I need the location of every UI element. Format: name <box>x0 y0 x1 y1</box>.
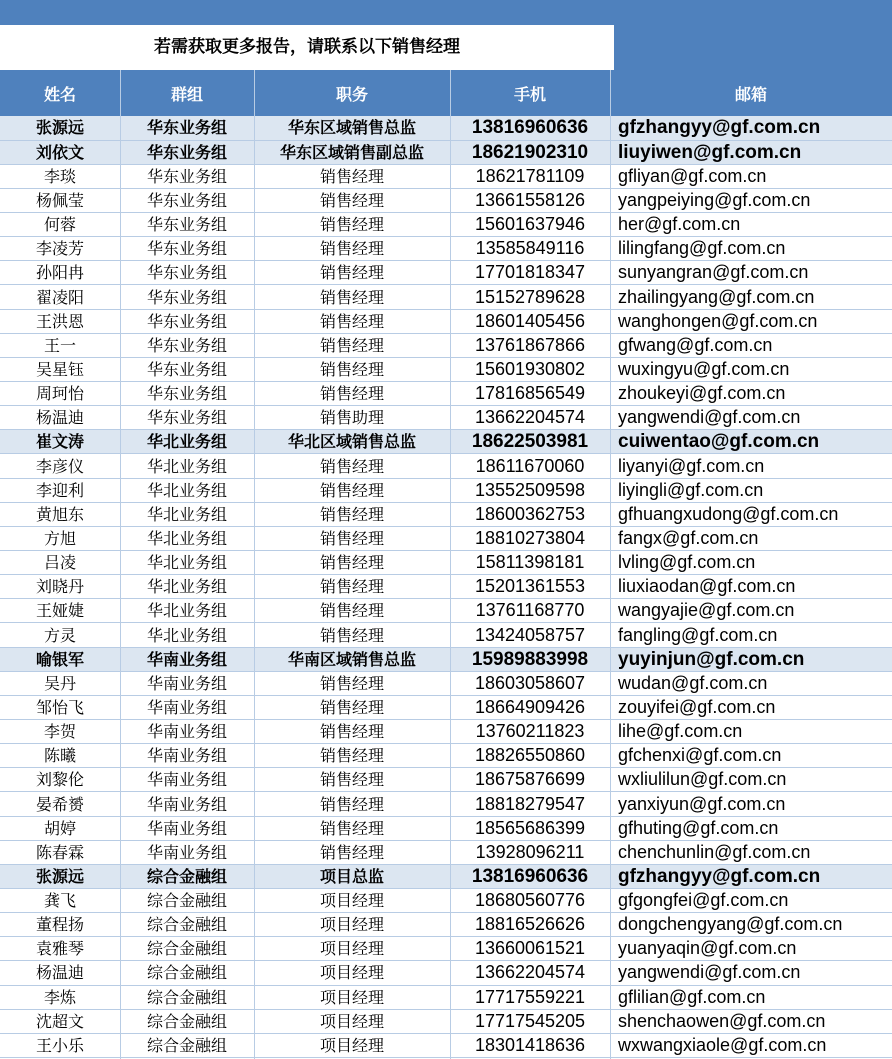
table-row <box>0 816 892 840</box>
cell-phone: 13552509598 <box>450 478 610 502</box>
column-divider <box>450 70 451 1059</box>
table-row <box>0 454 892 478</box>
cell-name: 邹怡飞 <box>0 695 120 719</box>
cell-phone: 18675876699 <box>450 768 610 792</box>
cell-phone: 15601637946 <box>450 213 610 237</box>
cell-name: 李凌芳 <box>0 237 120 261</box>
cell-title: 项目经理 <box>254 961 450 985</box>
cell-name: 杨温迪 <box>0 961 120 985</box>
cell-title: 项目总监 <box>254 864 450 888</box>
cell-phone: 15201361553 <box>450 575 610 599</box>
table-row <box>0 913 892 937</box>
cell-name: 何蓉 <box>0 213 120 237</box>
cell-group: 华北业务组 <box>120 430 254 454</box>
cell-email: fangling@gf.com.cn <box>610 623 892 647</box>
table-row <box>0 889 892 913</box>
cell-group: 华东业务组 <box>120 333 254 357</box>
cell-name: 黄旭东 <box>0 502 120 526</box>
cell-email: yangpeiying@gf.com.cn <box>610 188 892 212</box>
cell-name: 周珂怡 <box>0 382 120 406</box>
cell-group: 综合金融组 <box>120 961 254 985</box>
cell-title: 销售经理 <box>254 599 450 623</box>
cell-title: 销售助理 <box>254 406 450 430</box>
cell-email: gflilian@gf.com.cn <box>610 985 892 1009</box>
cell-name: 刘黎伦 <box>0 768 120 792</box>
cell-group: 华北业务组 <box>120 526 254 550</box>
cell-phone: 18664909426 <box>450 695 610 719</box>
cell-phone: 13816960636 <box>450 864 610 888</box>
table-row <box>0 309 892 333</box>
cell-phone: 17717559221 <box>450 985 610 1009</box>
cell-name: 王洪恩 <box>0 309 120 333</box>
cell-group: 华东业务组 <box>120 213 254 237</box>
cell-email: gfgongfei@gf.com.cn <box>610 889 892 913</box>
table-row <box>0 575 892 599</box>
cell-name: 陈春霖 <box>0 840 120 864</box>
cell-title: 销售经理 <box>254 357 450 381</box>
cell-email: wangyajie@gf.com.cn <box>610 599 892 623</box>
cell-group: 华南业务组 <box>120 720 254 744</box>
table-row <box>0 164 892 188</box>
cell-name: 杨温迪 <box>0 406 120 430</box>
cell-title: 项目经理 <box>254 913 450 937</box>
table-row <box>0 430 892 454</box>
cell-phone: 18826550860 <box>450 744 610 768</box>
cell-title: 销售经理 <box>254 164 450 188</box>
cell-group: 综合金融组 <box>120 1009 254 1033</box>
cell-group: 华南业务组 <box>120 792 254 816</box>
cell-email: lvling@gf.com.cn <box>610 551 892 575</box>
cell-title: 销售经理 <box>254 768 450 792</box>
cell-phone: 17701818347 <box>450 261 610 285</box>
table-row <box>0 188 892 212</box>
cell-group: 华北业务组 <box>120 502 254 526</box>
cell-email: shenchaowen@gf.com.cn <box>610 1009 892 1033</box>
table-row <box>0 116 892 140</box>
cell-name: 刘依文 <box>0 140 120 164</box>
cell-email: wanghongen@gf.com.cn <box>610 309 892 333</box>
table-row <box>0 333 892 357</box>
cell-email: fangx@gf.com.cn <box>610 526 892 550</box>
cell-group: 华东业务组 <box>120 164 254 188</box>
cell-name: 李迎利 <box>0 478 120 502</box>
cell-phone: 18301418636 <box>450 1033 610 1057</box>
table-row <box>0 864 892 888</box>
cell-email: cuiwentao@gf.com.cn <box>610 430 892 454</box>
cell-title: 销售经理 <box>254 623 450 647</box>
cell-email: gfhuangxudong@gf.com.cn <box>610 502 892 526</box>
cell-email: yuyinjun@gf.com.cn <box>610 647 892 671</box>
cell-name: 吴星钰 <box>0 357 120 381</box>
cell-title: 华东区域销售副总监 <box>254 140 450 164</box>
cell-phone: 13816960636 <box>450 116 610 140</box>
cell-phone: 18601405456 <box>450 309 610 333</box>
cell-email: yanxiyun@gf.com.cn <box>610 792 892 816</box>
cell-email: liyingli@gf.com.cn <box>610 478 892 502</box>
table-row <box>0 140 892 164</box>
cell-group: 综合金融组 <box>120 937 254 961</box>
cell-group: 华北业务组 <box>120 575 254 599</box>
cell-name: 李琰 <box>0 164 120 188</box>
cell-phone: 13928096211 <box>450 840 610 864</box>
cell-phone: 18621781109 <box>450 164 610 188</box>
cell-title: 项目经理 <box>254 1009 450 1033</box>
cell-group: 华北业务组 <box>120 478 254 502</box>
cell-title: 销售经理 <box>254 454 450 478</box>
cell-title: 销售经理 <box>254 478 450 502</box>
cell-name: 张源远 <box>0 864 120 888</box>
column-header-title[interactable]: 职务 <box>335 84 368 104</box>
table-row <box>0 599 892 623</box>
cell-email: wudan@gf.com.cn <box>610 671 892 695</box>
cell-group: 华东业务组 <box>120 140 254 164</box>
cell-title: 销售经理 <box>254 551 450 575</box>
table-row <box>0 237 892 261</box>
cell-phone: 18603058607 <box>450 671 610 695</box>
cell-phone: 18622503981 <box>450 430 610 454</box>
cell-email: wxliulilun@gf.com.cn <box>610 768 892 792</box>
cell-title: 销售经理 <box>254 309 450 333</box>
cell-name: 陈曦 <box>0 744 120 768</box>
cell-title: 销售经理 <box>254 671 450 695</box>
cell-phone: 15811398181 <box>450 551 610 575</box>
cell-email: liyanyi@gf.com.cn <box>610 454 892 478</box>
cell-email: wuxingyu@gf.com.cn <box>610 357 892 381</box>
column-header-phone[interactable]: 手机 <box>513 84 546 104</box>
table-row <box>0 382 892 406</box>
cell-email: wxwangxiaole@gf.com.cn <box>610 1033 892 1057</box>
cell-title: 销售经理 <box>254 285 450 309</box>
table-row <box>0 985 892 1009</box>
cell-phone: 18565686399 <box>450 816 610 840</box>
cell-name: 袁雅琴 <box>0 937 120 961</box>
cell-name: 方灵 <box>0 623 120 647</box>
cell-name: 王小乐 <box>0 1033 120 1057</box>
cell-group: 华北业务组 <box>120 623 254 647</box>
column-divider <box>610 70 611 1059</box>
cell-name: 孙阳冉 <box>0 261 120 285</box>
cell-title: 销售经理 <box>254 526 450 550</box>
cell-title: 销售经理 <box>254 575 450 599</box>
cell-email: lihe@gf.com.cn <box>610 720 892 744</box>
table-row <box>0 526 892 550</box>
cell-title: 华东区域销售总监 <box>254 116 450 140</box>
cell-phone: 13424058757 <box>450 623 610 647</box>
cell-group: 综合金融组 <box>120 889 254 913</box>
table-row <box>0 502 892 526</box>
cell-title: 项目经理 <box>254 985 450 1009</box>
cell-group: 华北业务组 <box>120 599 254 623</box>
cell-email: yangwendi@gf.com.cn <box>610 406 892 430</box>
cell-group: 综合金融组 <box>120 864 254 888</box>
cell-group: 华东业务组 <box>120 188 254 212</box>
cell-title: 销售经理 <box>254 816 450 840</box>
cell-group: 华南业务组 <box>120 768 254 792</box>
cell-title: 销售经理 <box>254 261 450 285</box>
cell-phone: 18621902310 <box>450 140 610 164</box>
cell-email: gfzhangyy@gf.com.cn <box>610 864 892 888</box>
cell-phone: 15601930802 <box>450 357 610 381</box>
cell-group: 华东业务组 <box>120 116 254 140</box>
table-row <box>0 1009 892 1033</box>
table-row <box>0 720 892 744</box>
cell-group: 华东业务组 <box>120 406 254 430</box>
cell-name: 方旭 <box>0 526 120 550</box>
cell-name: 吕凌 <box>0 551 120 575</box>
cell-email: zhailingyang@gf.com.cn <box>610 285 892 309</box>
cell-email: gfwang@gf.com.cn <box>610 333 892 357</box>
cell-email: lilingfang@gf.com.cn <box>610 237 892 261</box>
cell-phone: 18816526626 <box>450 913 610 937</box>
table-row <box>0 647 892 671</box>
cell-phone: 13662204574 <box>450 406 610 430</box>
cell-group: 华东业务组 <box>120 309 254 333</box>
cell-name: 张源远 <box>0 116 120 140</box>
cell-name: 董程扬 <box>0 913 120 937</box>
cell-email: sunyangran@gf.com.cn <box>610 261 892 285</box>
cell-name: 晏希赟 <box>0 792 120 816</box>
cell-title: 销售经理 <box>254 744 450 768</box>
cell-name: 李彦仪 <box>0 454 120 478</box>
cell-name: 吴丹 <box>0 671 120 695</box>
table-row <box>0 744 892 768</box>
table-row <box>0 961 892 985</box>
page-title: 若需获取更多报告，请联系以下销售经理 <box>154 37 460 57</box>
cell-email: gfzhangyy@gf.com.cn <box>610 116 892 140</box>
cell-title: 项目经理 <box>254 889 450 913</box>
cell-title: 销售经理 <box>254 237 450 261</box>
cell-group: 综合金融组 <box>120 985 254 1009</box>
cell-title: 华北区域销售总监 <box>254 430 450 454</box>
cell-email: dongchengyang@gf.com.cn <box>610 913 892 937</box>
cell-title: 销售经理 <box>254 213 450 237</box>
cell-group: 华东业务组 <box>120 357 254 381</box>
cell-title: 销售经理 <box>254 840 450 864</box>
cell-email: yuanyaqin@gf.com.cn <box>610 937 892 961</box>
column-header-row <box>0 70 892 116</box>
cell-phone: 13760211823 <box>450 720 610 744</box>
cell-name: 胡婷 <box>0 816 120 840</box>
cell-email: liuxiaodan@gf.com.cn <box>610 575 892 599</box>
cell-title: 销售经理 <box>254 188 450 212</box>
cell-group: 华东业务组 <box>120 237 254 261</box>
cell-name: 龚飞 <box>0 889 120 913</box>
table-row <box>0 792 892 816</box>
cell-title: 销售经理 <box>254 720 450 744</box>
column-divider <box>120 70 121 1059</box>
cell-phone: 13662204574 <box>450 961 610 985</box>
table-row <box>0 840 892 864</box>
column-divider <box>254 70 255 1059</box>
table-row <box>0 551 892 575</box>
cell-name: 翟凌阳 <box>0 285 120 309</box>
column-header-group[interactable]: 群组 <box>170 84 203 104</box>
cell-phone: 18680560776 <box>450 889 610 913</box>
cell-email: her@gf.com.cn <box>610 213 892 237</box>
cell-name: 喻银军 <box>0 647 120 671</box>
cell-email: gfliyan@gf.com.cn <box>610 164 892 188</box>
cell-email: gfhuting@gf.com.cn <box>610 816 892 840</box>
cell-group: 华南业务组 <box>120 816 254 840</box>
table-row <box>0 937 892 961</box>
cell-phone: 18611670060 <box>450 454 610 478</box>
cell-group: 综合金融组 <box>120 913 254 937</box>
table-row <box>0 623 892 647</box>
cell-group: 华东业务组 <box>120 382 254 406</box>
cell-title: 销售经理 <box>254 695 450 719</box>
cell-phone: 18818279547 <box>450 792 610 816</box>
column-header-email[interactable]: 邮箱 <box>734 84 767 104</box>
cell-name: 刘晓丹 <box>0 575 120 599</box>
cell-title: 项目经理 <box>254 937 450 961</box>
cell-group: 华南业务组 <box>120 695 254 719</box>
cell-email: gfchenxi@gf.com.cn <box>610 744 892 768</box>
cell-group: 华南业务组 <box>120 840 254 864</box>
cell-phone: 15152789628 <box>450 285 610 309</box>
cell-phone: 17717545205 <box>450 1009 610 1033</box>
table-row <box>0 1033 892 1057</box>
cell-title: 销售经理 <box>254 792 450 816</box>
table-row <box>0 357 892 381</box>
cell-phone: 18810273804 <box>450 526 610 550</box>
cell-group: 华东业务组 <box>120 261 254 285</box>
cell-email: zhoukeyi@gf.com.cn <box>610 382 892 406</box>
cell-name: 王一 <box>0 333 120 357</box>
cell-group: 华东业务组 <box>120 285 254 309</box>
table-row <box>0 478 892 502</box>
sales-contact-table <box>0 70 892 1058</box>
table-row <box>0 213 892 237</box>
cell-title: 项目经理 <box>254 1033 450 1057</box>
cell-group: 华南业务组 <box>120 744 254 768</box>
cell-phone: 13585849116 <box>450 237 610 261</box>
table-body <box>0 116 892 1057</box>
table-row <box>0 406 892 430</box>
cell-name: 李炼 <box>0 985 120 1009</box>
table-row <box>0 261 892 285</box>
table-row <box>0 285 892 309</box>
cell-phone: 13660061521 <box>450 937 610 961</box>
cell-phone: 13761867866 <box>450 333 610 357</box>
cell-email: chenchunlin@gf.com.cn <box>610 840 892 864</box>
cell-email: liuyiwen@gf.com.cn <box>610 140 892 164</box>
cell-name: 王娅婕 <box>0 599 120 623</box>
cell-phone: 13661558126 <box>450 188 610 212</box>
table-row <box>0 695 892 719</box>
column-header-name[interactable]: 姓名 <box>43 84 76 104</box>
cell-group: 华北业务组 <box>120 454 254 478</box>
cell-group: 华南业务组 <box>120 647 254 671</box>
cell-email: zouyifei@gf.com.cn <box>610 695 892 719</box>
cell-group: 华南业务组 <box>120 671 254 695</box>
cell-group: 华北业务组 <box>120 551 254 575</box>
cell-name: 李贺 <box>0 720 120 744</box>
cell-phone: 18600362753 <box>450 502 610 526</box>
cell-phone: 13761168770 <box>450 599 610 623</box>
cell-phone: 17816856549 <box>450 382 610 406</box>
cell-title: 华南区域销售总监 <box>254 647 450 671</box>
cell-name: 沈超文 <box>0 1009 120 1033</box>
cell-name: 崔文涛 <box>0 430 120 454</box>
cell-title: 销售经理 <box>254 333 450 357</box>
table-row <box>0 671 892 695</box>
cell-email: yangwendi@gf.com.cn <box>610 961 892 985</box>
cell-title: 销售经理 <box>254 382 450 406</box>
cell-title: 销售经理 <box>254 502 450 526</box>
cell-phone: 15989883998 <box>450 647 610 671</box>
table-row <box>0 768 892 792</box>
cell-name: 杨佩莹 <box>0 188 120 212</box>
cell-group: 综合金融组 <box>120 1033 254 1057</box>
